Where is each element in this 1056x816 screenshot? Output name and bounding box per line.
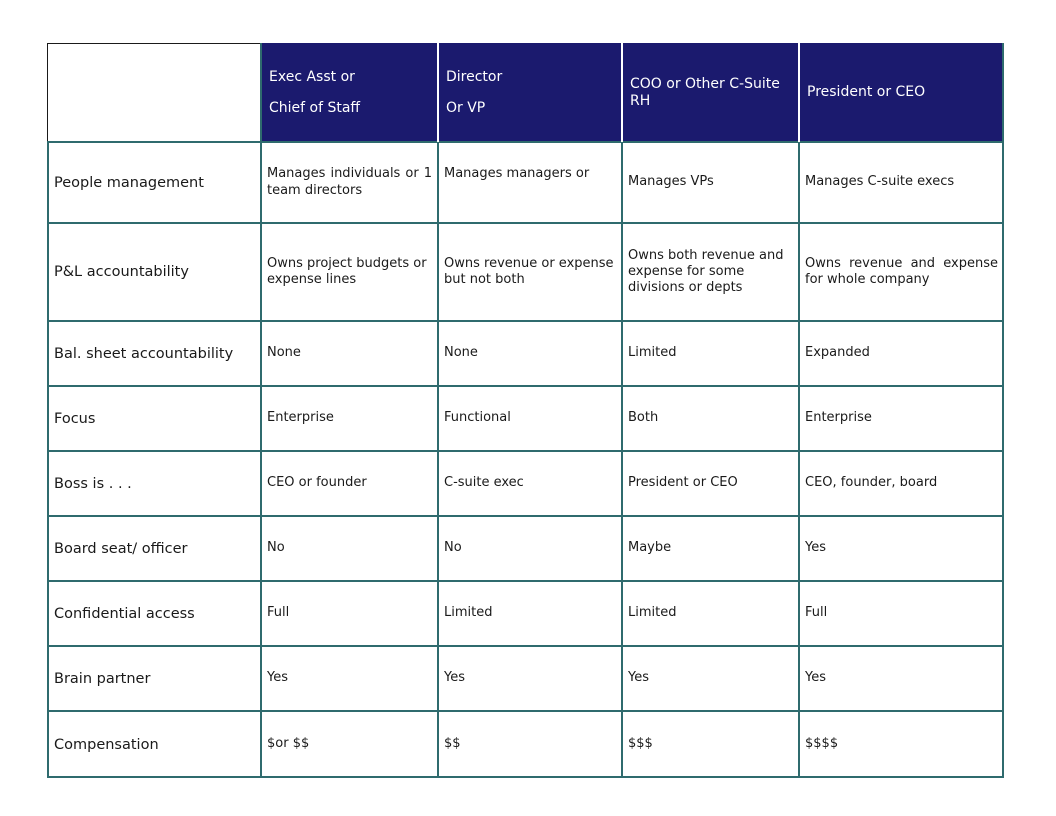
grid-line-vertical xyxy=(1002,43,1004,778)
grid-line-vertical xyxy=(47,142,49,778)
cell-text: Maybe xyxy=(628,540,672,556)
cell-text: $or $$ xyxy=(267,736,310,752)
table-cell xyxy=(799,646,1004,711)
grid-line-horizontal xyxy=(47,385,1004,387)
cell-text: Manages individuals or 1 team directors xyxy=(267,166,432,198)
table-cell xyxy=(799,386,1004,451)
cell-text: None xyxy=(267,345,301,361)
cell-text: $$ xyxy=(444,736,461,752)
table-cell xyxy=(799,321,1004,386)
cell-text: Enterprise xyxy=(805,410,872,426)
cell-text: No xyxy=(267,540,285,556)
table-cell xyxy=(622,516,799,581)
grid-line-horizontal xyxy=(47,222,1004,224)
cell-text: Full xyxy=(805,605,828,621)
row-label: Confidential access xyxy=(54,605,195,622)
table-cell xyxy=(438,646,622,711)
table-cell xyxy=(438,223,622,321)
table-cell xyxy=(799,142,1004,223)
cell-text: Owns project budgets or expense lines xyxy=(267,255,427,287)
table-cell xyxy=(438,386,622,451)
grid-line-horizontal xyxy=(47,580,1004,582)
row-label: Compensation xyxy=(54,736,159,753)
cell-text: Yes xyxy=(805,540,826,556)
table-cell xyxy=(622,451,799,516)
table-cell xyxy=(799,711,1004,778)
cell-text: $$$$ xyxy=(805,736,839,752)
cell-text: $$$ xyxy=(628,736,653,752)
column-header-line: Exec Asst or xyxy=(269,68,355,85)
grid-line-horizontal xyxy=(47,776,1004,778)
table-cell xyxy=(261,581,438,646)
table-cell xyxy=(261,516,438,581)
cell-text: Owns revenue or expense but not both xyxy=(444,255,614,287)
table-cell xyxy=(622,321,799,386)
cell-text: Yes xyxy=(267,670,288,686)
column-header-line: Chief of Staff xyxy=(269,99,361,116)
table-cell xyxy=(261,646,438,711)
table-cell xyxy=(622,386,799,451)
table-cell xyxy=(622,142,799,223)
table-cell xyxy=(438,516,622,581)
cell-text: Yes xyxy=(628,670,649,686)
table-cell xyxy=(261,711,438,778)
column-header xyxy=(622,43,799,142)
comparison-table xyxy=(47,43,1004,778)
cell-text: Owns revenue and expense for whole company xyxy=(805,255,998,287)
table-cell xyxy=(261,142,438,223)
cell-text: President or CEO xyxy=(628,475,738,491)
cell-text: Both xyxy=(628,410,659,426)
column-header xyxy=(438,43,622,142)
cell-text: CEO or founder xyxy=(267,475,367,491)
cell-text: C-suite exec xyxy=(444,475,524,491)
corner-cell xyxy=(47,43,261,142)
cell-text: Functional xyxy=(444,410,511,426)
table-cell xyxy=(622,223,799,321)
row-label: Boss is . . . xyxy=(54,475,132,492)
cell-text: Limited xyxy=(444,605,493,621)
grid-line-horizontal xyxy=(47,645,1004,647)
grid-line-vertical xyxy=(437,43,439,778)
header-separator xyxy=(798,43,800,142)
table-cell xyxy=(438,581,622,646)
cell-text: Yes xyxy=(805,670,826,686)
table-cell xyxy=(438,451,622,516)
row-label: Bal. sheet accountability xyxy=(54,345,234,362)
column-header-line: President or CEO xyxy=(807,84,926,101)
row-label: P&L accountability xyxy=(54,264,189,280)
table-cell xyxy=(261,386,438,451)
header-separator xyxy=(621,43,623,142)
table-cell xyxy=(438,711,622,778)
table-cell xyxy=(438,321,622,386)
cell-text: Yes xyxy=(444,670,465,686)
table-cell xyxy=(799,516,1004,581)
table-cell xyxy=(438,142,622,223)
row-label: Brain partner xyxy=(54,670,151,687)
cell-text: None xyxy=(444,345,478,361)
table-cell xyxy=(261,223,438,321)
column-header xyxy=(799,43,1004,142)
cell-text: Manages managers or xyxy=(444,166,590,182)
table-cell xyxy=(261,451,438,516)
grid-line-vertical xyxy=(621,43,623,778)
row-label: Focus xyxy=(54,410,96,427)
table-cell xyxy=(261,321,438,386)
cell-text: Owns both revenue and expense for some divisions or depts xyxy=(628,247,784,296)
grid-line-vertical xyxy=(260,43,262,778)
header-separator xyxy=(437,43,439,142)
grid-line-horizontal xyxy=(47,141,1004,143)
grid-line-vertical xyxy=(798,43,800,778)
cell-text: Enterprise xyxy=(267,410,334,426)
table-cell xyxy=(622,581,799,646)
row-label: People management xyxy=(54,174,204,191)
grid-line-horizontal xyxy=(47,515,1004,517)
cell-text: Limited xyxy=(628,345,677,361)
table-cell xyxy=(622,646,799,711)
column-header xyxy=(261,43,438,142)
cell-text: Expanded xyxy=(805,345,870,361)
cell-text: Full xyxy=(267,605,290,621)
cell-text: CEO, founder, board xyxy=(805,475,938,491)
cell-text: Manages VPs xyxy=(628,174,714,190)
column-header-line: Director xyxy=(446,68,503,85)
column-header-line: Or VP xyxy=(446,99,486,116)
cell-text: No xyxy=(444,540,462,556)
grid-line-horizontal xyxy=(47,450,1004,452)
table-cell xyxy=(799,223,1004,321)
column-header-line: RH xyxy=(630,92,651,109)
table-cell xyxy=(622,711,799,778)
cell-text: Limited xyxy=(628,605,677,621)
row-label: Board seat/ officer xyxy=(54,540,188,557)
column-header-line: COO or Other C-Suite xyxy=(630,75,780,92)
table-cell xyxy=(799,451,1004,516)
cell-text: Manages C-suite execs xyxy=(805,174,955,190)
table-cell xyxy=(799,581,1004,646)
grid-line-horizontal xyxy=(47,710,1004,712)
grid-line-horizontal xyxy=(47,320,1004,322)
